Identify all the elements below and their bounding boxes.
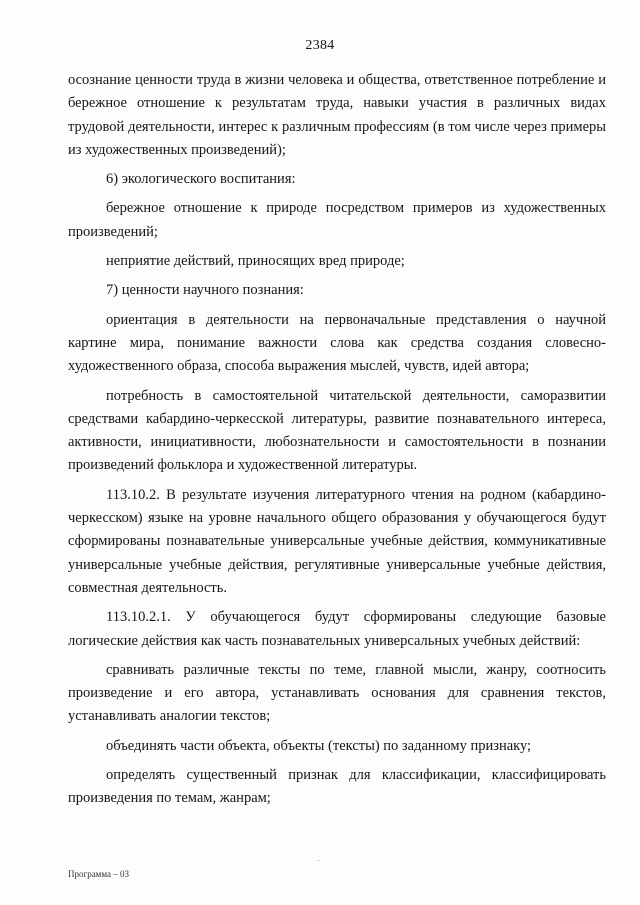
paragraph-113-10-2-1: 113.10.2.1. У обучающегося будут сформированы следующие базовые логические действия как часть познавательных универсальных учебных действий: — [68, 609, 606, 649]
page-number: 2384 — [305, 38, 335, 53]
footer-program-code: Программа – 03 — [68, 869, 130, 879]
paragraph-classify: определять существенный признак для классификации, классифицировать произведения по темам, жанрам; — [68, 767, 606, 807]
body-text — [68, 69, 606, 817]
paragraph-reading-need: потребность в самостоятельной читательской деятельности, саморазвитии средствами кабардино-черкесской литературы, развитие познавательного интереса, активности, инициативности, любознательности и самостоятельности в познании произведений фольклора и художественной литературы. — [68, 387, 606, 474]
paragraph-ecology-heading: 6) экологического воспитания: — [106, 171, 296, 188]
paragraph-no-harm: неприятие действий, приносящих вред природе; — [106, 253, 405, 270]
paragraph-science-orientation: ориентация в деятельности на первоначальные представления о научной картине мира, понимание важности слова как средства создания словесно-художественного образа, способа выражения мыслей, чувств, идей автора; — [68, 311, 606, 375]
paragraph-compare-texts: сравнивать различные тексты по теме, главной мысли, жанру, соотносить произведение и его автора, устанавливать основания для сравнения текстов, устанавливать аналогии текстов; — [68, 661, 606, 725]
paragraph-combine-parts: объединять части объекта, объекты (тексты) по заданному признаку; — [106, 737, 532, 754]
scan-speck — [318, 860, 319, 861]
paragraph-science-heading: 7) ценности научного познания: — [106, 282, 304, 299]
paragraph-labor-values: осознание ценности труда в жизни человека и общества, ответственное потребление и бережное отношение к результатам труда, навыки участия в различных видах трудовой деятельности, интерес к различным профессиям (в том числе через примеры из художественных произведений); — [68, 72, 606, 158]
paragraph-113-10-2: 113.10.2. В результате изучения литературного чтения на родном (кабардино-черкесском) языке на уровне начального общего образования у обучающегося будут сформированы познавательные универсальные учебные действия, коммуникативные универсальные учебные действия, регулятивные универсальные учебные действия, совместная деятельность. — [68, 486, 606, 596]
paragraph-nature-care: бережное отношение к природе посредством примеров из художественных произведений; — [68, 200, 606, 240]
